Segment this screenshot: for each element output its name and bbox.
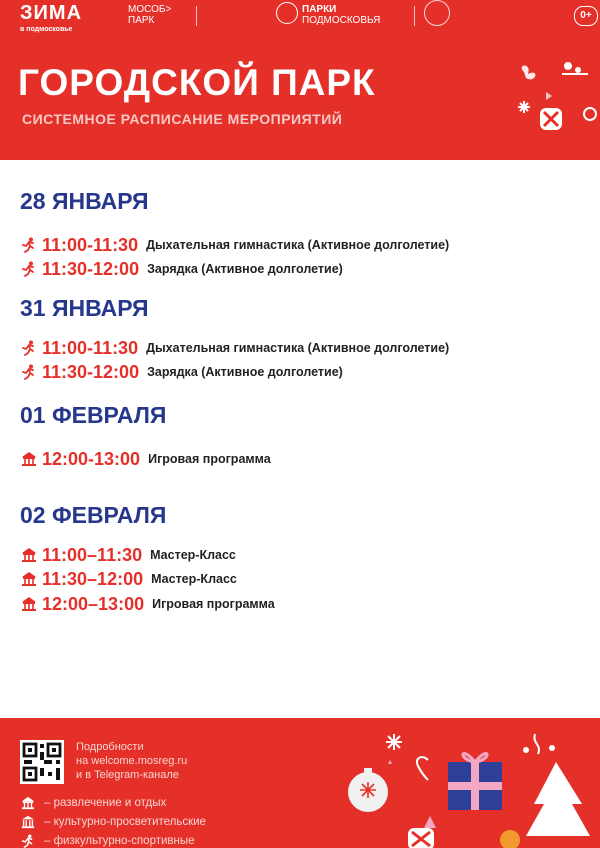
parki-podmoskovya-logo (302, 4, 380, 26)
runner-icon (20, 339, 38, 357)
carousel-icon (20, 546, 38, 564)
footer-banner (0, 718, 600, 848)
event-title: Дыхательная гимнастика (Активное долголетие) (146, 341, 450, 355)
carousel-icon (20, 450, 38, 468)
event-time: 11:30–12:00 (42, 568, 144, 589)
carousel-icon (20, 595, 38, 613)
parki-logo-icon (276, 2, 298, 24)
event-time: 11:30-12:00 (42, 361, 140, 382)
event-row (20, 593, 275, 615)
runner-icon (20, 834, 36, 848)
event-title: Зарядка (Активное долголетие) (147, 262, 343, 276)
more-info-line3: и в Telegram-канале (76, 769, 179, 781)
winter-ornaments-icon (506, 52, 600, 142)
schedule-date: 31 ЯНВАРЯ (20, 295, 149, 321)
event-time: 11:30-12:00 (42, 258, 140, 279)
legend-item (20, 796, 166, 810)
mosobpark-logo-line2: ПАРК (128, 15, 155, 26)
zima-logo-subtitle: в подмосковье (20, 26, 73, 33)
legend-label: – развлечение и отдых (44, 797, 167, 809)
runner-icon (20, 363, 38, 381)
event-title: Мастер-Класс (150, 548, 236, 562)
carousel-icon (20, 570, 38, 588)
mosobpark-logo-line1: МОСОБ> (128, 4, 172, 15)
event-row (20, 258, 343, 280)
schedule-date: 28 ЯНВАРЯ (20, 188, 149, 214)
legend-label: – культурно-просветительские (44, 816, 206, 828)
runner-icon (20, 236, 38, 254)
event-row (20, 337, 449, 359)
parki-logo-line1: ПАРКИ (302, 4, 337, 15)
schedule-date: 01 ФЕВРАЛЯ (20, 402, 167, 428)
event-title: Мастер-Класс (151, 572, 237, 586)
legend-item (20, 834, 195, 848)
event-row (20, 234, 449, 256)
zima-logo: ЗИМА (20, 2, 83, 24)
more-info-line1: Подробности (76, 741, 144, 753)
event-time: 12:00–13:00 (42, 593, 145, 614)
qr-code[interactable] (20, 740, 64, 784)
event-row (20, 448, 271, 470)
event-row (20, 544, 236, 566)
more-info (76, 740, 187, 782)
holiday-decorations-icon (330, 724, 600, 848)
event-time: 11:00-11:30 (42, 234, 139, 255)
legend-label: – физкультурно-спортивные (44, 835, 195, 847)
legend-item (20, 815, 206, 829)
header-banner (0, 0, 600, 160)
page-title: ГОРОДСКОЙ ПАРК (18, 62, 376, 103)
carousel-icon (20, 796, 36, 810)
event-title: Игровая программа (152, 597, 275, 611)
logo-divider (196, 6, 197, 26)
age-rating-badge: 0+ (574, 6, 598, 26)
runner-icon (20, 260, 38, 278)
event-time: 11:00–11:30 (42, 544, 143, 565)
schedule-date: 02 ФЕВРАЛЯ (20, 502, 167, 528)
event-row (20, 361, 343, 383)
logo-divider-2 (414, 6, 415, 26)
event-time: 11:00-11:30 (42, 337, 139, 358)
mosobpark-logo (128, 4, 171, 26)
emblem-icon (424, 0, 450, 26)
event-time: 12:00-13:00 (42, 448, 141, 469)
event-title: Дыхательная гимнастика (Активное долголетие) (146, 238, 450, 252)
more-info-link[interactable]: на welcome.mosreg.ru (76, 755, 188, 767)
event-row (20, 568, 237, 590)
event-title: Игровая программа (148, 452, 271, 466)
parki-logo-line2: ПОДМОСКОВЬЯ (302, 15, 381, 26)
page-subtitle: СИСТЕМНОЕ РАСПИСАНИЕ МЕРОПРИЯТИЙ (22, 111, 343, 127)
event-title: Зарядка (Активное долголетие) (147, 365, 343, 379)
museum-icon (20, 815, 36, 829)
